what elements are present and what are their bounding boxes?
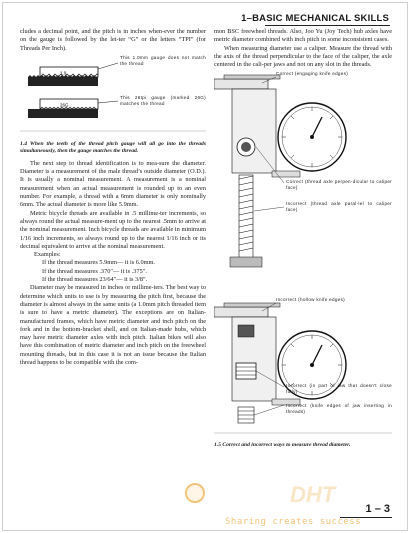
example-3: If the thread measures 23/64″— it is 3/8″. <box>42 276 148 284</box>
examples-label: Examples: <box>34 251 61 259</box>
right-paragraph-2: When measuring diameter use a caliper. Measure the thread with the axis of the thread perpendicular to the face of the caliper, the axle centered in the cali-per jaws and not on any slot in the threads. <box>214 44 392 69</box>
caliper-upper <box>214 75 346 267</box>
callout-incorrect-parallel: Incorrect (thread axle paral-lel to caliper face) <box>286 201 392 213</box>
gauge-1-label: 1.0 <box>60 70 67 76</box>
left-paragraph-1: cludes a decimal point, and the pitch is in inches when-ever the number on the gauge is followed by the let-ter “G” or the letters “TPI” (for Threads Per Inch). <box>20 28 206 52</box>
gauge-2-note: This 26tpi gauge (marked 26G) matches the thread <box>120 94 206 106</box>
caliper-figure <box>214 71 392 441</box>
example-2: If the thread measures .370″— it is .375″. <box>42 267 147 275</box>
left-paragraph-3: Metric bicycle threads are available in .5 millime-ter increments, so always round the actual measure-ment up to the nearest .5mm to arrive at the nominal measurement. Inch bicycle threads are available in minimum 1/16 inch increments, so always round up to the nearest 1/16 inch or its decimal equivalent to arrive at the nominal measurement. <box>20 209 206 250</box>
right-paragraph-1: mon BSC freewheel threads. Also, Joo Yu (Joy Tech) hub axles have metric diameter combined with inch pitch in some inconsistent cases. <box>214 28 392 44</box>
callout-incorrect-hollow-knife: Incorrect (hollow knife edges) <box>276 297 346 303</box>
left-paragraph-4: Diameter may be measured in inches or millime-ters. The best way to determine which units to use is by measuring the pitch first, because the diameter is almost always in the same units (a 1.0mm pitch threaded item is sure to have a metric diameter). The exceptions are on Italian-manufactured frames, which have metric diameter and inch pitch on the fork and in the bottom-bracket shell, and on Italian-made hubs, which may have metric diameter axles with inch pitch. Italian bikes will also have this combination of metric diameter and inch pitch on the freewheel mounting threads, but in this case it is not an issue because the Italian thread happens to be compatible with the com- <box>20 284 206 367</box>
header-rule <box>265 25 390 26</box>
chapter-title: 1–BASIC MECHANICAL SKILLS <box>241 13 389 24</box>
callout-incorrect-jaw-part: Incorrect (in part of jaw that doesn't close fully) <box>286 383 392 395</box>
right-column <box>214 28 392 449</box>
gauge-1-note: This 1.0mm gauge does not match the thread <box>120 54 206 66</box>
callout-correct-perpendicular: Correct (thread axle perpen-dicular to caliper face) <box>286 179 392 191</box>
gauge-1-illustration <box>28 67 98 86</box>
page-number: 1 – 3 <box>365 503 390 515</box>
example-1: If the thread measures 5.9mm— it is 6.0mm. <box>42 259 155 267</box>
figure-1-4-caption: 1.4 When the teeth of the thread pitch gauge will all go into the threads simultaneously, then the gauge matches the thread. <box>20 140 206 154</box>
gauge-2-label: 26G <box>60 102 69 108</box>
thread-gauge-figure <box>20 55 206 141</box>
callout-correct-knife-edges: Correct (engaging knife edges) <box>276 71 349 77</box>
watermark-text: Sharing creates success <box>225 517 362 527</box>
gauge-2-illustration <box>28 99 98 118</box>
left-paragraph-2: The next step to thread identification is to mea-sure the diameter. Diameter is a measurement of the male thread’s outside diameter (O.D.). It is usually a nominal measurement. A measurement is a nominal measurement when an actual measurement is rounded up to an even number. For example, a thread with a 6mm diameter is only nominally 6mm. The actual diameter is more like 5.9mm. <box>20 159 206 209</box>
cursor-highlight-icon <box>185 483 205 503</box>
callout-incorrect-knife-in-threads: Incorrect (knife edges of jaw inserting in threads) <box>286 403 392 415</box>
figure-1-5-caption: 1.5 Correct and incorrect ways to measure thread diameter. <box>214 442 351 449</box>
left-column <box>20 28 206 367</box>
watermark-logo: DHT <box>290 482 336 507</box>
